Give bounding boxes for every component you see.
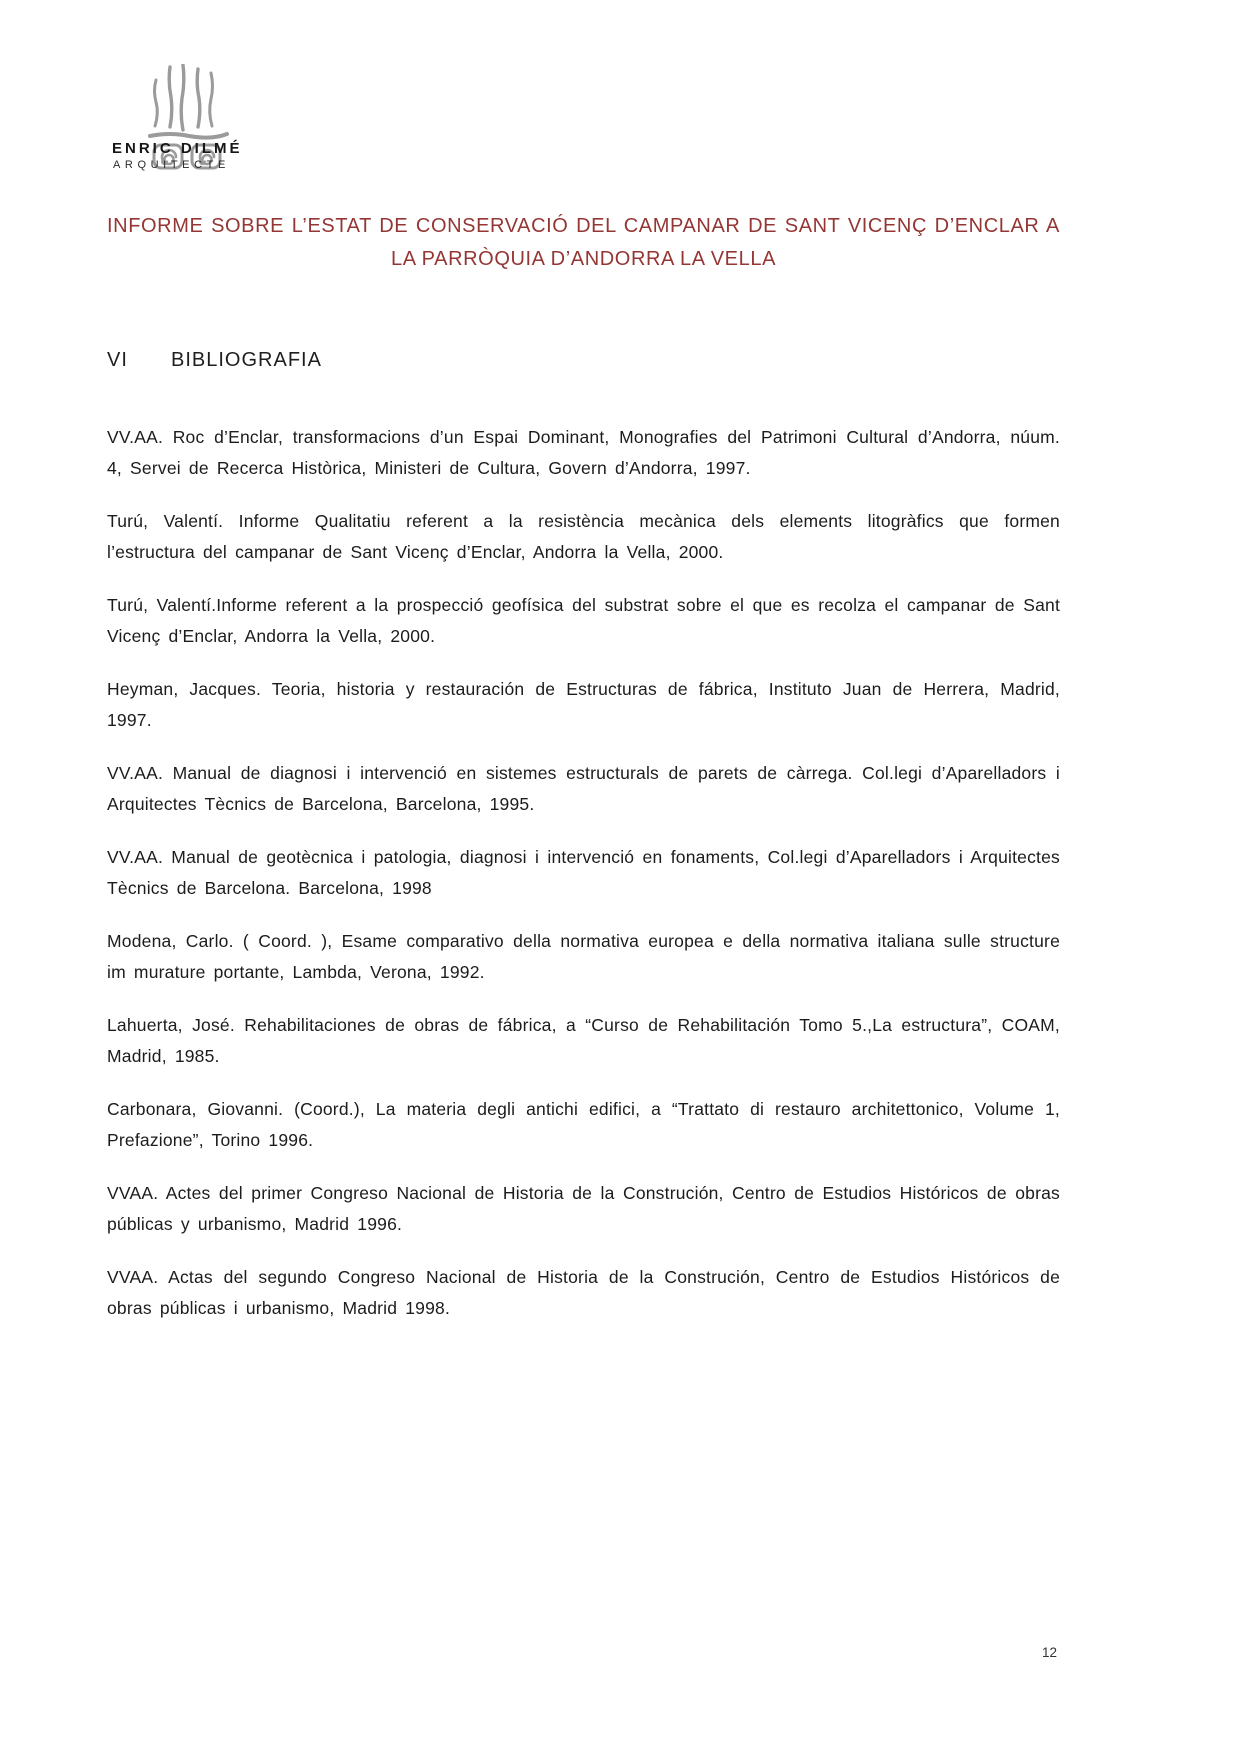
logo-architect-name: ENRIC DILMÉ: [112, 140, 243, 157]
section-heading: [107, 349, 322, 372]
report-title-line1: INFORME SOBRE L’ESTAT DE CONSERVACIÓ DEL CAMPANAR DE SANT VICENÇ D’ENCLAR A: [107, 215, 1060, 237]
bibliography-entry: VV.AA. Manual de geotècnica i patologia, diagnosi i intervenció en fonaments, Col.legi d’Aparelladors i Arquitectes Tècnics de Barcelona. Barcelona, 1998: [107, 847, 1060, 898]
page-number: 12: [1042, 1645, 1058, 1660]
letterhead-logo: [112, 62, 382, 177]
section-label: BIBLIOGRAFIA: [171, 349, 322, 371]
bibliography-entry: VV.AA. Manual de diagnosi i intervenció en sistemes estructurals de parets de càrrega. Col.legi d’Aparelladors i Arquitectes Tècnics de Barcelona, Barcelona, 1995.: [107, 763, 1060, 814]
bibliography-list: [107, 422, 1060, 1346]
bibliography-entry: Turú, Valentí. Informe Qualitatiu referent a la resistència mecànica dels elements litogràfics que formen l’estructura del campanar de Sant Vicenç d’Enclar, Andorra la Vella, 2000.: [107, 511, 1060, 562]
bibliography-entry: Turú, Valentí.Informe referent a la prospecció geofísica del substrat sobre el que es recolza el campanar de Sant Vicenç d’Enclar, Andorra la Vella, 2000.: [107, 595, 1060, 646]
bibliography-entry: VVAA. Actes del primer Congreso Nacional de Historia de la Construción, Centro de Estudios Históricos de obras públicas y urbanismo, Madrid 1996.: [107, 1183, 1060, 1234]
bibliography-entry: VVAA. Actas del segundo Congreso Nacional de Historia de la Construción, Centro de Estudios Históricos de obras públicas i urbanismo, Madrid 1998.: [107, 1267, 1060, 1318]
bibliography-entry: Carbonara, Giovanni. (Coord.), La materia degli antichi edifici, a “Trattato di restauro architettonico, Volume 1, Prefazione”, Torino 1996.: [107, 1099, 1060, 1150]
logo-architect-title: ARQUITECTE: [113, 159, 230, 171]
bibliography-entry: VV.AA. Roc d’Enclar, transformacions d’un Espai Dominant, Monografies del Patrimoni Cultural d’Andorra, núum. 4, Servei de Recerca Històrica, Ministeri de Cultura, Govern d’Andorra, 1997.: [107, 427, 1060, 478]
bibliography-entry: Modena, Carlo. ( Coord. ), Esame comparativo della normativa europea e della normativa italiana sulle structure im murature portante, Lambda, Verona, 1992.: [107, 931, 1060, 982]
bibliography-entry: Heyman, Jacques. Teoria, historia y restauración de Estructuras de fábrica, Instituto Juan de Herrera, Madrid, 1997.: [107, 679, 1060, 730]
section-number: VI: [107, 349, 128, 371]
report-title: [107, 210, 1060, 276]
report-title-line2: LA PARRÒQUIA D’ANDORRA LA VELLA: [390, 248, 777, 270]
bibliography-entry: Lahuerta, José. Rehabilitaciones de obras de fábrica, a “Curso de Rehabilitación Tomo 5.,La estructura”, COAM, Madrid, 1985.: [107, 1015, 1060, 1066]
